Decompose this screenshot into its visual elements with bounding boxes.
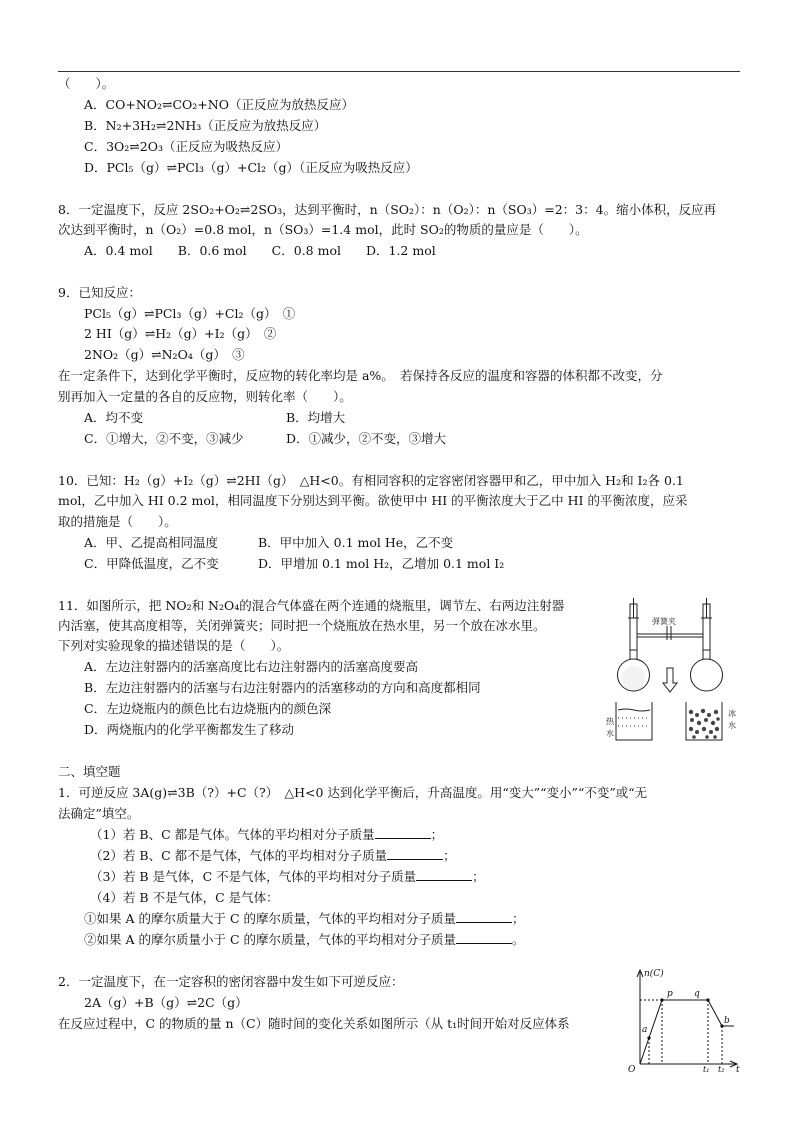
q8-options: A．0.4 mol B．0.6 mol C．0.8 mol D．1.2 mol [84, 243, 436, 258]
section-title-fill-in: 二、填空题 [58, 764, 121, 779]
q11-line2: 内活塞，使其高度相等，关闭弹簧夹；同时把一个烧瓶放在热水里，另一个放在冰水里。 [58, 618, 546, 633]
q9-reaction-2: 2 HI（g）⇌H₂（g）+I₂（g） ② [84, 326, 277, 341]
t1-label: t₁ [703, 1065, 710, 1074]
spring-clip-label: 弹簧夹 [652, 617, 676, 626]
q10-option-b: B．甲中加入 0.1 mol He，乙不变 [258, 535, 454, 550]
q11-line3: 下列对实验现象的描述错误的是（ ）。 [58, 638, 290, 653]
q9-line1: 在一定条件下，达到化学平衡时，反应物的转化率均是 a%。 若保持各反应的温度和容器的体积都不改变，分 [58, 368, 663, 383]
q9-line2: 别再加入一定量的各自的反应物，则转化率（ ）。 [58, 389, 352, 404]
f1-sub4: （4）若 B 不是气体，C 是气体： [90, 890, 279, 905]
f1-sub2: （2）若 B、C 都不是气体，气体的平均相对分子质量 ； [90, 848, 456, 863]
ice-cubes [689, 709, 720, 739]
q10-option-d: D．甲增加 0.1 mol H₂，乙增加 0.1 mol I₂ [258, 556, 505, 571]
q9-reaction-1: PCl₅（g）⇌PCl₃（g）+Cl₂（g） ① [84, 306, 296, 321]
right-syringe [701, 598, 712, 650]
f1-line1: 1．可逆反应 3A(g)⇌3B（?）+C（?） △H<0 达到化学平衡后，升高温度。用“变大”“变小”“不变”或“无 [58, 785, 648, 800]
y-axis-label: n(C) [644, 969, 664, 979]
hot-water-beaker [616, 702, 652, 740]
q10-line3: 取的措施是（ ）。 [58, 514, 177, 529]
f1-sub1: （1）若 B、C 都是气体。气体的平均相对分子质量 ； [90, 827, 444, 842]
q8-line2: 次达到平衡时，n（O₂）=0.8 mol，n（SO₃）=1.4 mol，此时 SO₂的物质的量应是（ ）。 [58, 222, 588, 237]
x-axis-label: t [736, 1065, 740, 1074]
header-rule [58, 71, 740, 72]
q11-apparatus-figure [606, 598, 742, 746]
q10-option-c: C．甲降低温度，乙不变 [84, 556, 219, 571]
q11-option-d: D．两烧瓶内的化学平衡都发生了移动 [84, 722, 295, 737]
q11-option-c: C．左边烧瓶内的颜色比右边烧瓶内的颜色深 [84, 701, 332, 716]
f1-sub5: ①如果 A 的摩尔质量大于 C 的摩尔质量，气体的平均相对分子质量 ； [84, 911, 525, 926]
hot-water-label-1: 热 [606, 717, 614, 726]
point-q-label: q [694, 989, 700, 999]
q11-option-b: B．左边注射器内的活塞与右边注射器内的活塞移动的方向和高度都相同 [84, 680, 481, 695]
q7-option-d: D．PCl₅（g）⇌PCl₃（g）+Cl₂（g）（正反应为吸热反应） [84, 160, 418, 175]
hot-water-label-2: 水 [606, 729, 614, 738]
nc-time-graph [620, 966, 742, 1074]
point-b-label: b [724, 1016, 730, 1026]
q10-line1: 10．已知：H₂（g）+I₂（g）⇌2HI（g） △H<0。有相同容积的定容密闭容器甲和乙，甲中加入 H₂和 I₂各 0.1 [58, 473, 684, 488]
ice-water-label-2: 水 [728, 721, 736, 730]
q7-stem-end: （ ）。 [58, 76, 115, 91]
point-a-label: a [642, 1025, 648, 1035]
f1-line2: 法确定”填空。 [58, 806, 140, 821]
origin-label: O [628, 1065, 636, 1074]
q11-line1: 11．如图所示，把 NO₂和 N₂O₄的混合气体盛在两个连通的烧瓶里，调节左、右两边注射器 [58, 598, 565, 613]
f2-line2: 在反应过程中，C 的物质的量 n（C）随时间的变化关系如图所示（从 t₁时间开始对反应体系 [58, 1016, 570, 1031]
q9-option-c: C．①增大，②不变，③减少 [84, 431, 244, 446]
q8-line1: 8．一定温度下，反应 2SO₂+O₂⇌2SO₃，达到平衡时，n（SO₂）：n（O₂）：n（SO₃）=2：3：4。缩小体积，反应再 [58, 202, 717, 217]
q7-option-c: C．3O₂⇌2O₃（正反应为吸热反应） [84, 139, 288, 154]
left-syringe [628, 598, 639, 650]
q9-option-a: A．均不变 [84, 410, 144, 425]
nc-curve [640, 1000, 734, 1064]
q11-option-a: A．左边注射器内的活塞高度比右边注射器内的活塞高度要高 [84, 659, 419, 674]
f1-sub3: （3）若 B 是气体，C 不是气体，气体的平均相对分子质量 ； [90, 869, 485, 884]
q9-stem: 9．已知反应： [58, 285, 141, 300]
q9-option-d: D．①减少，②不变，③增大 [286, 431, 447, 446]
q7-option-a: A．CO+NO₂⇌CO₂+NO（正反应为放热反应） [84, 97, 354, 112]
q9-reaction-3: 2NO₂（g）⇌N₂O₄（g） ③ [84, 347, 245, 362]
f2-line1: 2．一定温度下，在一定容积的密闭容器中发生如下可逆反应： [58, 974, 404, 989]
f2-reaction: 2A（g）+B（g）⇌2C（g） [84, 995, 248, 1010]
t2-label: t₂ [718, 1065, 725, 1074]
point-p-label: p [667, 989, 673, 999]
q10-option-a: A．甲、乙提高相同温度 [84, 535, 219, 550]
q9-option-b: B．均增大 [286, 410, 346, 425]
ice-water-label-1: 冰 [728, 709, 736, 718]
q10-line2: mol，乙中加入 HI 0.2 mol，相同温度下分别达到平衡。欲使甲中 HI 的平衡浓度大于乙中 HI 的平衡浓度，应采 [58, 493, 688, 508]
left-flask [618, 650, 650, 691]
right-flask [691, 650, 723, 691]
q7-option-b: B．N₂+3H₂⇌2NH₃（正反应为放热反应） [84, 118, 327, 133]
f1-sub6: ②如果 A 的摩尔质量小于 C 的摩尔质量，气体的平均相对分子质量 。 [84, 932, 525, 947]
down-arrow-icon [663, 668, 677, 692]
